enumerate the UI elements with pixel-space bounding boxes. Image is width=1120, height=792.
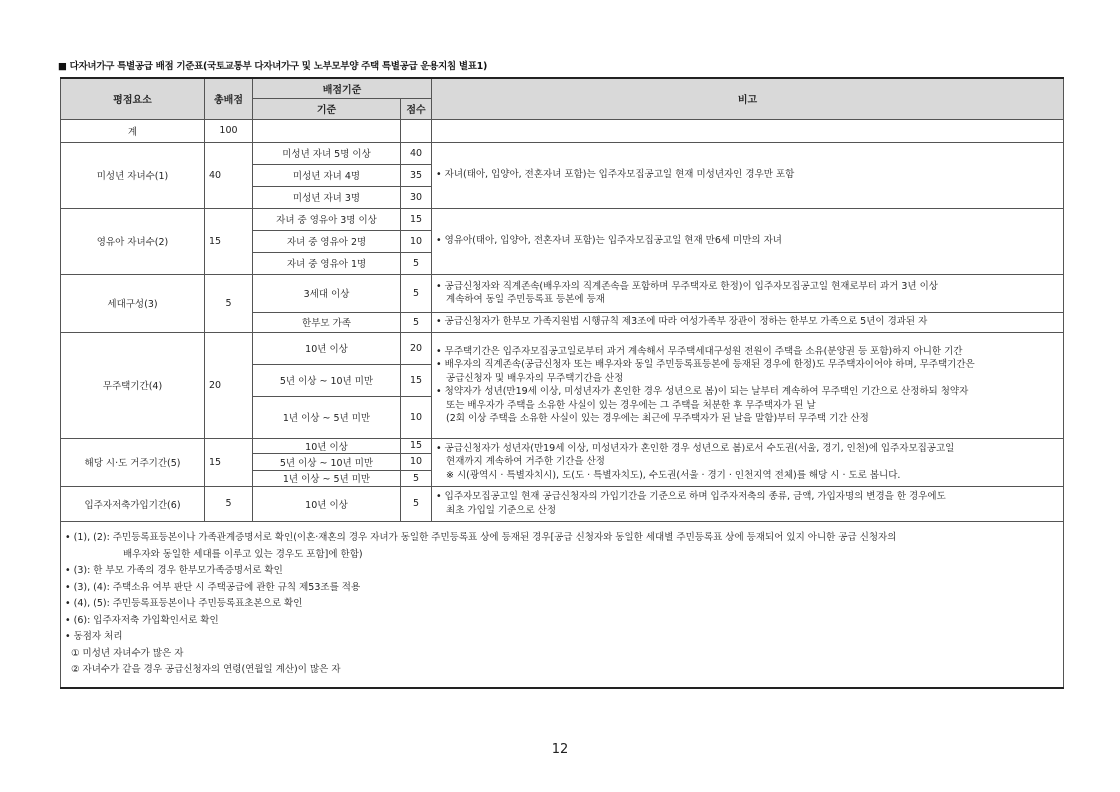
remark-line: • 공급신청자와 직계존속(배우자의 직계존속을 포함하며 무주택자로 한정)이 입주자모집공고일 현재로부터 과거 3년 이상: [436, 280, 938, 292]
score-cell: 15: [401, 208, 432, 230]
total-household: 5: [205, 274, 253, 332]
table-row: [61, 274, 1064, 312]
criterion-cell: 10년 이상: [253, 486, 401, 521]
factor-household: 세대구성(3): [61, 274, 205, 332]
criterion-cell: 10년 이상: [253, 438, 401, 453]
note-line: • (3): 한 부모 가족의 경우 한부모가족증명서로 확인: [65, 565, 283, 576]
remark-line: • 입주자모집공고일 현재 공급신청자의 가입기간을 기준으로 하며 입주자저축의 종류, 금액, 가입자명의 변경을 한 경우에도: [436, 491, 946, 502]
criterion-cell: 자녀 중 영유아 3명 이상: [253, 208, 401, 230]
remark-household-2: • 공급신청자가 한부모 가족지원법 시행규칙 제3조에 따라 여성가족부 장관이 정하는 한부모 가족으로 5년이 경과된 자: [432, 312, 1064, 332]
factor-infant: 영유아 자녀수(2): [61, 208, 205, 274]
score-cell: 20: [401, 332, 432, 364]
table-row: [61, 486, 1064, 521]
criterion-cell: 한부모 가족: [253, 312, 401, 332]
criterion-cell: 자녀 중 영유아 1명: [253, 252, 401, 274]
total-label: 계: [61, 119, 205, 142]
remark-minor: • 자녀(태아, 입양아, 전혼자녀 포함)는 입주자모집공고일 현재 미성년자인 경우만 포함: [432, 142, 1064, 208]
score-cell: 15: [401, 364, 432, 396]
remark-line: ※ 시(광역시 · 특별자치시), 도(도 · 특별자치도), 수도권(서울 · 경기 · 인천지역 전체)를 해당 시 · 도로 봅니다.: [446, 469, 901, 481]
total-savings: 5: [205, 486, 253, 521]
score-cell: 40: [401, 142, 432, 164]
header-criterion: 기준: [253, 98, 401, 119]
factor-savings: 입주자저축가입기간(6): [61, 486, 205, 521]
score-cell: 10: [401, 396, 432, 438]
score-cell: 30: [401, 186, 432, 208]
total-infant: 15: [205, 208, 253, 274]
note-line: • (4), (5): 주민등록표등본이나 주민등록표초본으로 확인: [65, 598, 303, 609]
note-line: ① 미성년 자녀수가 많은 자: [71, 647, 184, 659]
remark-residence: [432, 438, 1064, 486]
criterion-cell: 1년 이상 ~ 5년 미만: [253, 396, 401, 438]
remark-line: • 무주택기간은 입주자모집공고일로부터 과거 계속해서 무주택세대구성원 전원이 주택을 소유(분양권 등 포함)하지 아니한 기간: [436, 345, 963, 357]
note-line: • 동점자 처리: [65, 631, 123, 642]
factor-residence: 해당 시·도 거주기간(5): [61, 438, 205, 486]
remark-line: 계속하여 동일 주민등록표 등본에 등재: [446, 294, 605, 305]
score-cell: 15: [401, 438, 432, 453]
criterion-cell: 미성년 자녀 3명: [253, 186, 401, 208]
page-number: 12: [551, 742, 569, 757]
table-row: [61, 332, 1064, 364]
total-residence: 15: [205, 438, 253, 486]
score-cell: 5: [401, 470, 432, 486]
header-score: 점수: [401, 98, 432, 119]
note-line: • (3), (4): 주택소유 여부 판단 시 주택공급에 관한 규칙 제53조를 적용: [65, 581, 361, 593]
criterion-cell: 미성년 자녀 5명 이상: [253, 142, 401, 164]
table-row: [61, 208, 1064, 230]
remark-line: 또는 배우자가 주택을 소유한 사실이 있는 경우에는 그 주택을 처분한 후 무주택자가 된 날: [446, 399, 816, 411]
remark-line: 현재까지 계속하여 거주한 기간을 산정: [446, 456, 605, 468]
score-cell: 35: [401, 164, 432, 186]
remark-savings: [432, 486, 1064, 521]
criterion-cell: 1년 이상 ~ 5년 미만: [253, 470, 401, 486]
header-remarks: 비고: [432, 78, 1064, 119]
note-line: • (1), (2): 주민등록표등본이나 가족관계증명서로 확인(이혼·재혼의 경우 자녀가 동일한 주민등록표 상에 등재된 경우[공급 신청자와 동일한 세대별 주민등록표 상에 등재되어 있지 아니한 공급 신청자의: [65, 532, 897, 543]
criterion-cell: 5년 이상 ~ 10년 미만: [253, 453, 401, 470]
scoring-table: [60, 77, 1064, 689]
score-cell: 10: [401, 453, 432, 470]
score-cell: 10: [401, 230, 432, 252]
remark-line: • 청약자가 성년(만19세 이상, 미성년자가 혼인한 경우 성년으로 봄)이 되는 날부터 계속하여 무주택인 기간으로 산정하되 청약자: [436, 386, 969, 397]
header-factor: 평점요소: [61, 78, 205, 119]
factor-minor: 미성년 자녀수(1): [61, 142, 205, 208]
total-minor: 40: [205, 142, 253, 208]
note-line: • (6): 입주자저축 가입확인서로 확인: [65, 614, 219, 626]
remark-line: 공급신청자 및 배우자의 무주택기간을 산정: [446, 372, 624, 384]
score-cell: 5: [401, 312, 432, 332]
total-homeless: 20: [205, 332, 253, 438]
remark-line: 최초 가입일 기준으로 산정: [446, 504, 557, 516]
header-total: 총배점: [205, 78, 253, 119]
remark-line: (2회 이상 주택을 소유한 사실이 있는 경우에는 최근에 무주택자가 된 날을 말함)부터 무주택 기간 산정: [446, 413, 869, 424]
total-value: 100: [205, 119, 253, 142]
criterion-cell: 10년 이상: [253, 332, 401, 364]
header-row: [61, 78, 1064, 98]
page-title: [58, 58, 487, 72]
total-row: [61, 119, 1064, 142]
notes-row: [61, 521, 1064, 688]
notes-cell: [61, 521, 1064, 688]
remark-household-1: [432, 274, 1064, 312]
criterion-cell: 5년 이상 ~ 10년 미만: [253, 364, 401, 396]
remark-infant: • 영유아(태아, 입양아, 전혼자녀 포함)는 입주자모집공고일 현재 만6세 미만의 자녀: [432, 208, 1064, 274]
note-line: 배우자와 동일한 세대를 이루고 있는 경우도 포함]에 한함): [123, 548, 363, 560]
title-text: ■ 다자녀가구 특별공급 배점 기준표(국토교통부 다자녀가구 및 노부모부양 주택 특별공급 운용지침 별표1): [58, 61, 487, 72]
criterion-cell: 자녀 중 영유아 2명: [253, 230, 401, 252]
remark-homeless: [432, 332, 1064, 438]
table-row: [61, 438, 1064, 453]
table-row: [61, 142, 1064, 164]
note-line: ② 자녀수가 같을 경우 공급신청자의 연령(연월일 계산)이 많은 자: [71, 664, 341, 675]
score-cell: 5: [401, 486, 432, 521]
criterion-cell: 3세대 이상: [253, 274, 401, 312]
header-scoring: 배점기준: [253, 78, 432, 98]
factor-homeless: 무주택기간(4): [61, 332, 205, 438]
remark-line: • 공급신청자가 성년자(만19세 이상, 미성년자가 혼인한 경우 성년으로 봄)로서 수도권(서울, 경기, 인천)에 입주자모집공고일: [436, 442, 955, 454]
score-cell: 5: [401, 252, 432, 274]
score-cell: 5: [401, 274, 432, 312]
remark-line: • 배우자의 직계존속(공급신청자 또는 배우자와 동일 주민등록표등본에 등재된 경우에 한정)도 무주택자이어야 하며, 무주택기간은: [436, 359, 975, 370]
criterion-cell: 미성년 자녀 4명: [253, 164, 401, 186]
